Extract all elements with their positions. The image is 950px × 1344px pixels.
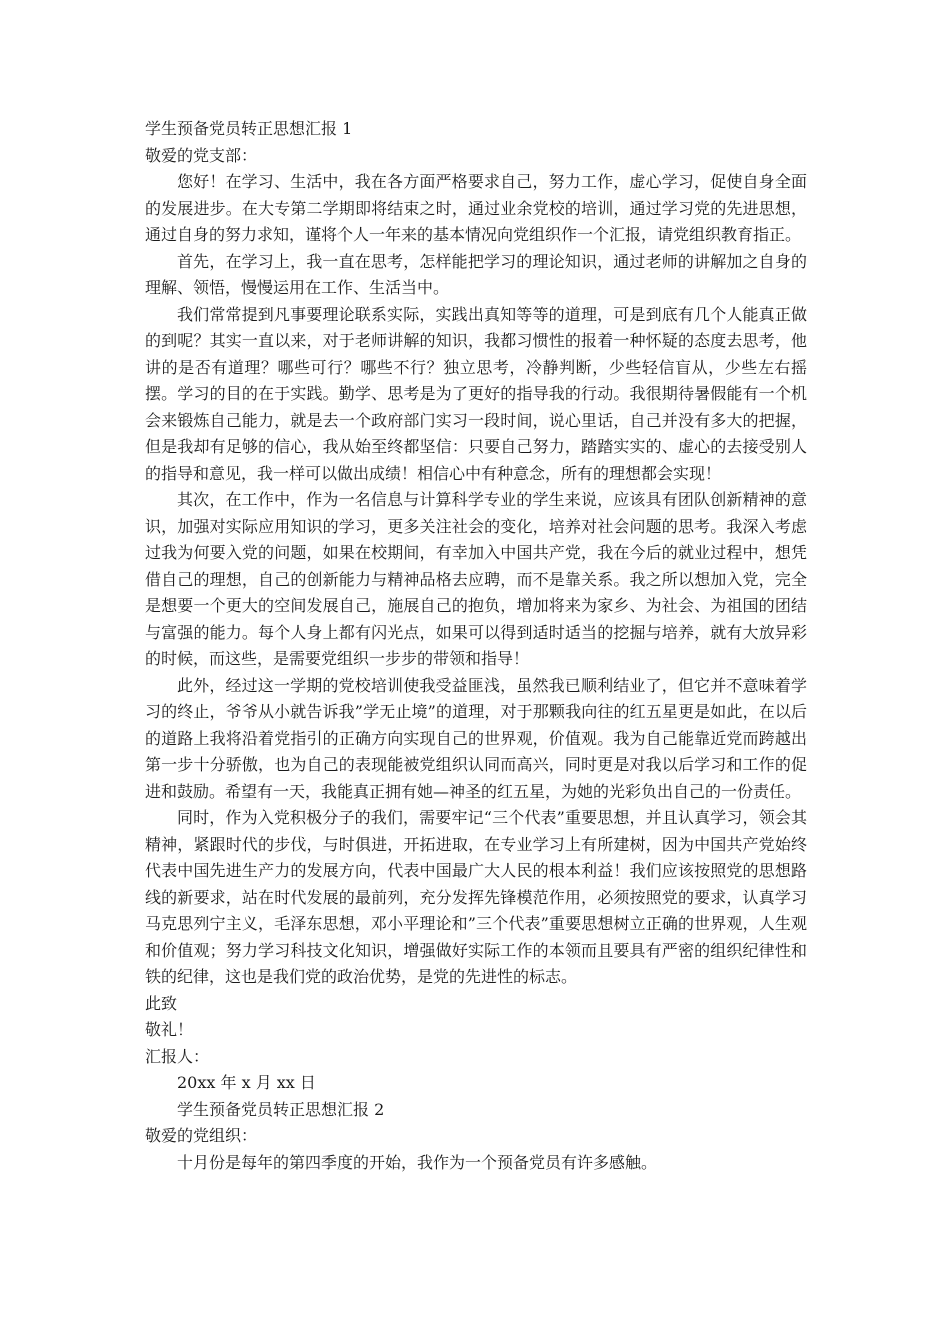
report-1-paragraph: 我们常常提到凡事要理论联系实际，实践出真知等等的道理，可是到底有几个人能真正做的到呢？其实一直以来，对于老师讲解的知识，我都习惯性的报着一种怀疑的态度去思考，他讲的是否有道理？哪些可行？哪些不行？独立思考，冷静判断，少些轻信盲从，少些左右摇摆。学习的目的在于实践。勤学、思考是为了更好的指导我的行动。我很期待暑假能有一个机会来锻炼自己能力，就是去一个政府部门实习一段时间，说心里话，自己并没有多大的把握，但是我却有足够的信心，我从始至终都坚信：只要自己努力，踏踏实实的、虚心的去接受别人的指导和意见，我一样可以做出成绩！相信心中有种意念，所有的理想都会实现！	[145, 304, 807, 483]
closing-jingli: 敬礼！	[145, 1020, 194, 1039]
report-2-title: 学生预备党员转正思想汇报 2	[177, 1099, 385, 1119]
report-1-title: 学生预备党员转正思想汇报 1	[145, 119, 353, 138]
document-body	[145, 116, 807, 1176]
report-1-paragraph: 您好！在学习、生活中，我在各方面严格要求自己，努力工作，虚心学习，促使自身全面的发展进步。在大专第二学期即将结束之时，通过业余党校的培训，通过学习党的先进思想，通过自身的努力求知，谨将个人一年来的基本情况向党组织作一个汇报，请党组织教育指正。	[145, 172, 807, 244]
report-2-salutation: 敬爱的党组织：	[145, 1126, 258, 1145]
report-2-paragraph: 十月份是每年的第四季度的开始，我作为一个预备党员有许多感触。	[177, 1152, 658, 1172]
report-1-paragraph: 其次，在工作中，作为一名信息与计算科学专业的学生来说，应该具有团队创新精神的意识，加强对实际应用知识的学习，更多关注社会的变化，培养对社会问题的思考。我深入考虑过我为何要入党的问题，如果在校期间，有幸加入中国共产党，我在今后的就业过程中，想凭借自己的理想，自己的创新能力与精神品格去应聘，而不是靠关系。我之所以想加入党，完全是想要一个更大的空间发展自己，施展自己的抱负，增加将来为家乡、为社会、为祖国的团结与富强的能力。每个人身上都有闪光点，如果可以得到适时适当的挖掘与培养，就有大放异彩的时候，而这些，是需要党组织一步步的带领和指导！	[145, 490, 807, 668]
report-date: 20xx 年 x 月 xx 日	[177, 1073, 316, 1092]
report-1-paragraph: 同时，作为入党积极分子的我们，需要牢记“三个代表”重要思想，并且认真学习，领会其精神，紧跟时代的步伐，与时俱进，开拓进取，在专业学习上有所建树，因为中国共产党始终代表中国先进生产力的发展方向，代表中国最广大人民的根本利益！我们应该按照党的思想路线的新要求，站在时代发展的最前列，充分发挥先锋模范作用，必须按照党的要求，认真学习马克思列宁主义，毛泽东思想，邓小平理论和”三个代表”重要思想树立正确的世界观，人生观和价值观；努力学习科技文化知识，增强做好实际工作的本领而且要具有严密的组织纪律性和铁的纪律，这也是我们党的政治优势，是党的先进性的标志。	[145, 808, 807, 986]
closing-zhizhi: 此致	[145, 993, 178, 1013]
reporter-label: 汇报人：	[145, 1046, 210, 1066]
report-1-paragraph: 首先，在学习上，我一直在思考，怎样能把学习的理论知识，通过老师的讲解加之自身的理解、领悟，慢慢运用在工作、生活当中。	[145, 251, 807, 297]
report-1-salutation: 敬爱的党支部：	[145, 145, 258, 165]
report-1-paragraph: 此外，经过这一学期的党校培训使我受益匪浅，虽然我已顺利结业了，但它并不意味着学习的终止，爷爷从小就告诉我”学无止境”的道理，对于那颗我向往的红五星更是如此，在以后的道路上我将沿着党指引的正确方向实现自己的世界观，价值观。我为自己能靠近党而跨越出第一步十分骄傲，也为自己的表现能被党组织认同而高兴，同时更是对我以后学习和工作的促进和鼓励。希望有一天，我能真正拥有她—神圣的红五星，为她的光彩负出自己的一份责任。	[145, 675, 807, 801]
